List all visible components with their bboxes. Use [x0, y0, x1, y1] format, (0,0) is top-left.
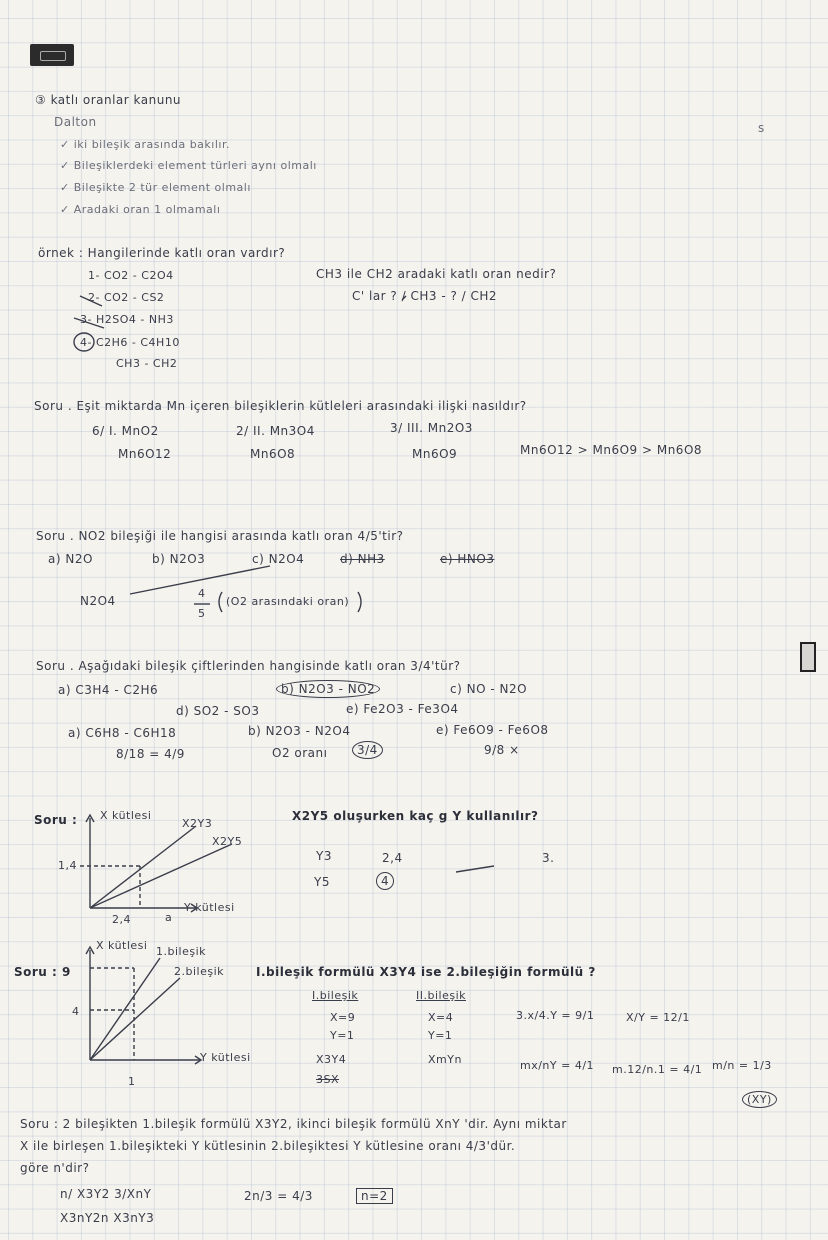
- fraction-numerator: 4: [198, 587, 206, 600]
- question-text: Soru : 2 bileşikten 1.bileşik formülü X3Y2, ikinci bileşik formülü XnY 'dir. Aynı miktar: [20, 1117, 567, 1131]
- column-header: I.bileşik: [312, 989, 359, 1002]
- column-header: II.bileşik: [416, 989, 467, 1002]
- option: 3/ III. Mn2O3: [390, 421, 473, 435]
- strike-mark: [80, 296, 102, 306]
- option-work: Mn6O9: [412, 447, 458, 461]
- ratio-work: m.12/n.1 = 4/1: [612, 1063, 703, 1076]
- option: a) C3H4 - C2H6: [58, 683, 159, 697]
- ratio-work: X/Y = 12/1: [626, 1011, 690, 1024]
- column-value: X3Y4: [316, 1053, 347, 1066]
- column-value: Y=1: [330, 1029, 355, 1042]
- rule-bullet: ✓ Bileşiklerdeki element türleri aynı olmalı: [60, 159, 317, 172]
- graph-tick: 1: [128, 1075, 136, 1088]
- option-work: Mn6O8: [250, 447, 296, 461]
- example-item: 2- CO2 - CS2: [88, 291, 165, 304]
- work-line: O2 oranı: [272, 746, 328, 760]
- option-correct: b) N2O3 - NO2: [276, 683, 380, 695]
- column-value: Y=1: [428, 1029, 453, 1042]
- question-text: Soru . Eşit miktarda Mn içeren bileşiklerin kütleleri arasındaki ilişki nasıldır?: [34, 399, 527, 413]
- graph-ylabel: X kütlesi: [96, 939, 148, 952]
- ratio-work: mx/nY = 4/1: [520, 1059, 595, 1072]
- column-value: X=9: [330, 1011, 356, 1024]
- work-value: 2,4: [382, 851, 403, 865]
- question-text: Soru . Aşağıdaki bileşik çiftlerinden hangisinde katlı oran 3/4'tür?: [36, 659, 461, 673]
- option: c) NO - N2O: [450, 682, 528, 696]
- graph-xlabel: Y kütlesi: [200, 1051, 251, 1064]
- option: e) Fe2O3 - Fe3O4: [346, 702, 459, 716]
- graph-tick: a: [165, 911, 173, 924]
- strike-mark: [74, 318, 104, 328]
- graph2-line-2: [90, 978, 180, 1060]
- section-author: Dalton: [54, 115, 97, 129]
- work-line: X3nY2n X3nY3: [60, 1211, 155, 1225]
- equation: 2n/3 = 4/3: [244, 1189, 313, 1203]
- work-line: a) C6H8 - C6H18: [68, 726, 177, 740]
- section-title: ③ katlı oranlar kanunu: [35, 93, 182, 107]
- question-text: Soru . NO2 bileşiği ile hangisi arasında katlı oran 4/5'tir?: [36, 529, 404, 543]
- option: b) N2O3: [152, 552, 206, 566]
- question-text: I.bileşik formülü X3Y4 ise 2.bileşiğin formülü ?: [256, 965, 596, 979]
- work-circled: 4: [376, 875, 394, 887]
- graph-tick: 1,4: [58, 859, 77, 872]
- graph-line-label: 1.bileşik: [156, 945, 207, 958]
- rule-bullet: ✓ Bileşikte 2 tür element olmalı: [60, 181, 251, 194]
- question-text: X ile birleşen 1.bileşikteki Y kütlesinin 2.bileşiktesi Y kütlesine oranı 4/3'dür.: [20, 1139, 516, 1153]
- option: 2/ II. Mn3O4: [236, 424, 315, 438]
- option: a) N2O: [48, 552, 93, 566]
- column-value: X=4: [428, 1011, 454, 1024]
- option: 6/ I. MnO2: [92, 424, 159, 438]
- graph-line-label: X2Y5: [212, 835, 243, 848]
- graph-ylabel: X kütlesi: [100, 809, 152, 822]
- graph-line-label: 2.bileşik: [174, 965, 225, 978]
- work-value: Y5: [314, 875, 330, 889]
- rule-bullet: ✓ Aradaki oran 1 olmamalı: [60, 203, 221, 216]
- boxed-answer: n=2: [356, 1188, 393, 1204]
- option: c) N2O4: [252, 552, 305, 566]
- column-value: XmYn: [428, 1053, 462, 1066]
- ratio-work: m/n = 1/3: [712, 1059, 772, 1072]
- answer: N2O4: [80, 594, 116, 608]
- circle-mark: [74, 333, 94, 351]
- work-line: n/ X3Y2 3/XnY: [60, 1187, 152, 1201]
- option-work: Mn6O12: [118, 447, 172, 461]
- column-value: 3SX: [316, 1073, 340, 1086]
- question-label: Soru :: [34, 813, 78, 827]
- fraction-denominator: 5: [198, 607, 206, 620]
- rule-bullet: ✓ iki bileşik arasında bakılır.: [60, 138, 230, 151]
- graph2-line-1: [90, 958, 160, 1060]
- example-label: örnek : Hangilerinde katlı oran vardır?: [38, 246, 286, 260]
- arrow-line: [130, 566, 270, 594]
- option: d) SO2 - SO3: [176, 704, 260, 718]
- graph-tick: 2,4: [112, 913, 131, 926]
- corner-mark: s: [758, 121, 765, 135]
- example-item: 4- C2H6 - C4H10: [80, 336, 180, 349]
- work-value: Y3: [316, 849, 332, 863]
- example-item: 3- H2SO4 - NH3: [80, 313, 174, 326]
- brace: [358, 592, 361, 612]
- brace: [219, 592, 222, 612]
- graph-xlabel: Y kütlesi: [184, 901, 235, 914]
- note: (O2 arasındaki oran): [226, 595, 350, 608]
- work-line: 9/8 ×: [484, 743, 520, 757]
- example-item-extra: CH3 - CH2: [116, 357, 178, 370]
- work-line: b) N2O3 - N2O4: [248, 724, 351, 738]
- ratio-work: 3.x/4.Y = 9/1: [516, 1009, 595, 1022]
- answer-order: Mn6O12 > Mn6O9 > Mn6O8: [520, 443, 703, 457]
- question-label: Soru : 9: [14, 965, 71, 979]
- graph-tick: 4: [72, 1005, 80, 1018]
- option: e) HNO3: [440, 552, 495, 566]
- example-answer: C' lar ? / CH3 - ? / CH2: [352, 289, 498, 303]
- example-item: 1- CO2 - C2O4: [88, 269, 174, 282]
- answer: 3.: [542, 851, 555, 865]
- option: d) NH3: [340, 552, 385, 566]
- graph-line-label: X2Y3: [182, 817, 213, 830]
- answer-circled: (XY): [742, 1094, 777, 1105]
- answer-circled: 3/4: [352, 744, 383, 756]
- question-text: göre n'dir?: [20, 1161, 90, 1175]
- work-line: e) Fe6O9 - Fe6O8: [436, 723, 549, 737]
- example-question: CH3 ile CH2 aradaki katlı oran nedir?: [316, 267, 557, 281]
- work-line: 8/18 = 4/9: [116, 747, 185, 761]
- question-text: X2Y5 oluşurken kaç g Y kullanılır?: [292, 809, 539, 823]
